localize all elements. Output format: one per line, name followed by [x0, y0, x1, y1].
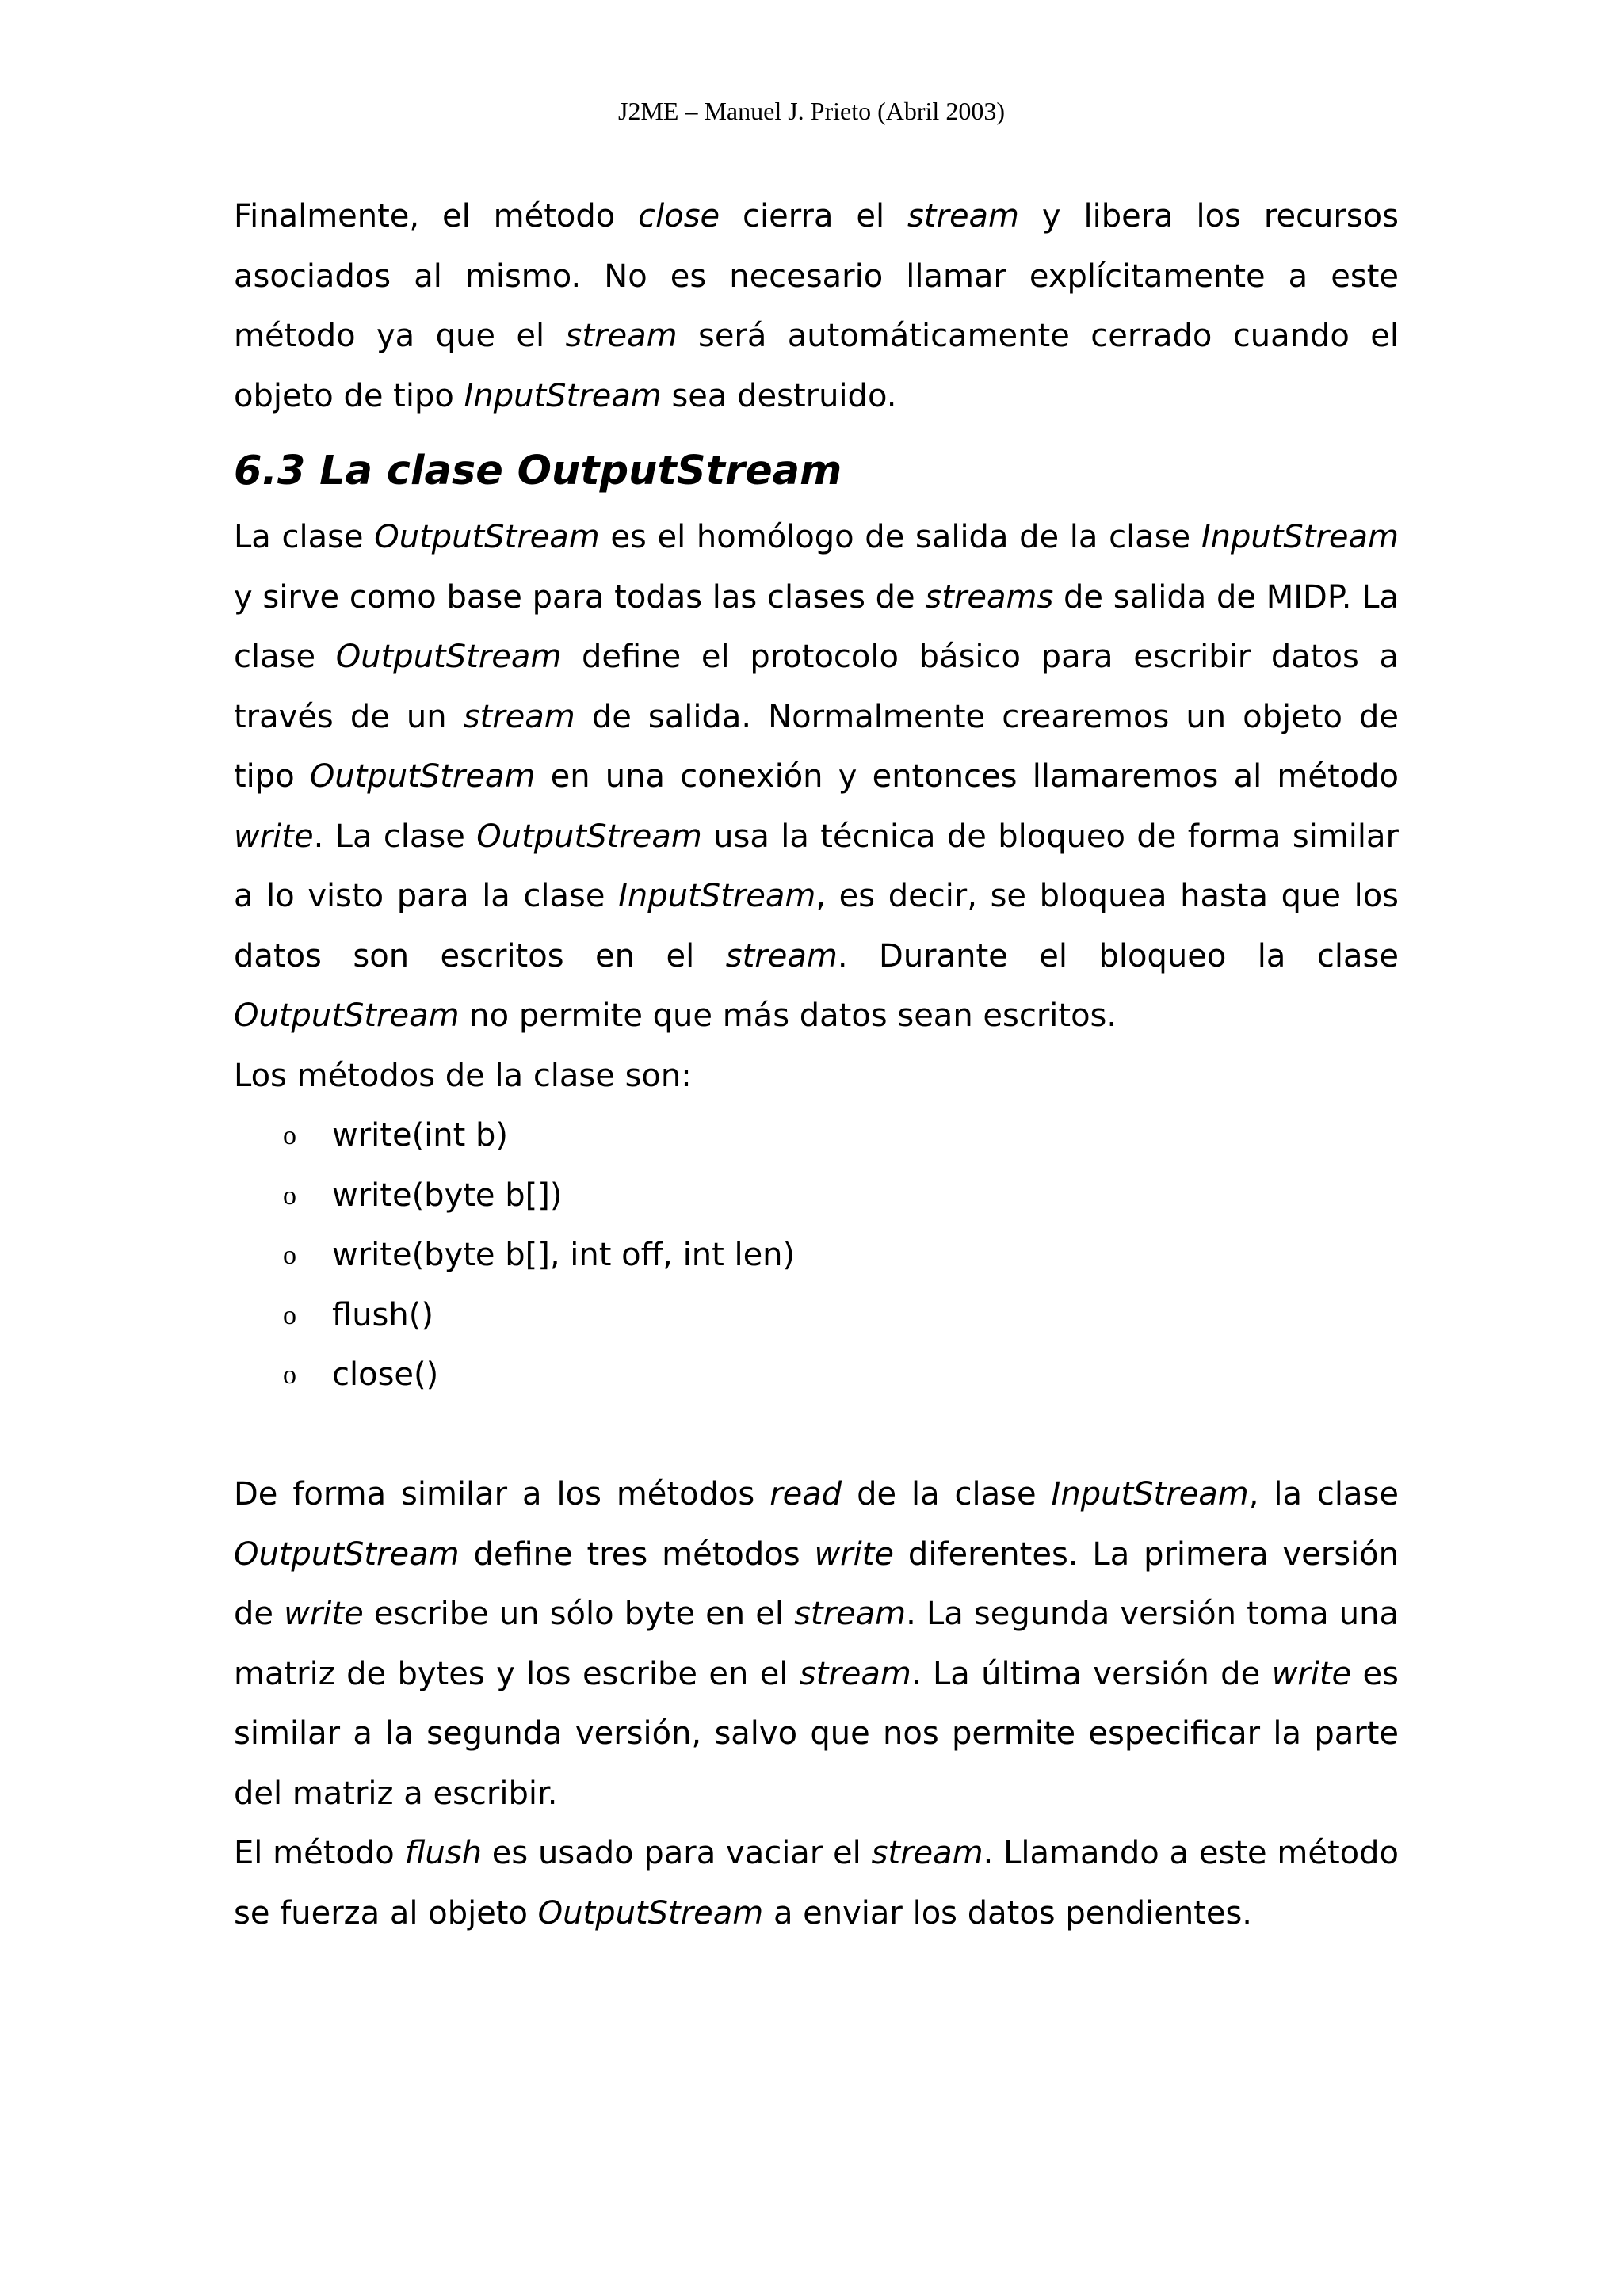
term-inputstream: InputStream [1051, 1476, 1249, 1512]
method-signature: write(byte b[]) [332, 1177, 563, 1214]
term-stream: stream [794, 1596, 907, 1632]
method-signature: write(byte b[], int off, int len) [332, 1237, 796, 1273]
outputstream-description-paragraph: La clase OutputStream es el homólogo de salida de la clase InputStream y sirve como base para todas las clases de streams de salida de MIDP. La clase OutputStream define el protocolo básico para escribir datos a través de un stream de salida. Normalmente crearemos un objeto de tipo OutputStream en una conexión y entonces llamaremos al método write. La clase OutputStream usa la técnica de bloqueo de forma similar a lo visto para la clase InputStream, es decir, se bloquea hasta que los datos son escritos en el stream. Durante el bloqueo la clase OutputStream no permite que más datos sean escritos. [234, 519, 1400, 1034]
term-streams: streams [925, 578, 1054, 616]
write-methods-paragraph: De forma similar a los métodos read de la clase InputStream, la clase OutputStream define tres métodos write diferentes. La primera versión de write escribe un sólo byte en el stream. La segunda versión toma una matriz de bytes y los escribe en el stream. La última versión de write es similar a la segunda versión, salvo que nos permite especificar la parte del matriz a escribir. [234, 1476, 1399, 1812]
bullet-icon: o [283, 1121, 296, 1150]
term-outputstream: OutputStream [476, 818, 702, 855]
bullet-icon: o [283, 1241, 296, 1270]
term-inputstream: InputStream [618, 878, 816, 914]
method-list-item [234, 1166, 1399, 1226]
term-write: write [284, 1596, 364, 1632]
term-outputstream: OutputStream [335, 639, 562, 675]
section-heading: 6.3 La clase OutputStream [234, 448, 842, 494]
method-list-item [234, 1106, 1399, 1166]
bullet-icon: o [283, 1180, 296, 1211]
term-outputstream: OutputStream [309, 758, 536, 795]
term-write: write [814, 1535, 895, 1573]
term-stream: stream [565, 318, 678, 354]
method-signature: write(int b) [332, 1117, 509, 1154]
term-outputstream: OutputStream [234, 1535, 460, 1573]
paragraph-spacer [234, 1405, 1399, 1466]
term-read: read [769, 1476, 842, 1512]
term-flush: flush [404, 1835, 482, 1871]
term-stream: stream [463, 698, 575, 735]
term-outputstream: OutputStream [537, 1894, 764, 1932]
bullet-icon: o [283, 1300, 296, 1330]
term-stream: stream [871, 1835, 983, 1871]
method-signature: flush() [332, 1296, 433, 1333]
bullet-icon: o [283, 1360, 296, 1390]
intro-paragraph: Finalmente, el método close cierra el stream y libera los recursos asociados al mismo. No es necesario llamar explícitamente a este método ya que el stream será automáticamente cerrado cuando el objeto de tipo InputStream sea destruido. [234, 198, 1399, 414]
methods-intro: Los métodos de la clase son: [234, 1057, 692, 1094]
term-close: close [638, 198, 720, 235]
running-header: J2ME – Manuel J. Prieto (Abril 2003) [618, 97, 1005, 125]
methods-list [234, 1106, 1399, 1405]
page-content [234, 187, 1399, 1943]
term-stream: stream [799, 1655, 911, 1692]
term-outputstream: OutputStream [374, 519, 600, 555]
method-list-item [234, 1345, 1399, 1405]
method-list-item [234, 1226, 1399, 1286]
term-write: write [1271, 1655, 1352, 1692]
flush-method-paragraph: El método flush es usado para vaciar el stream. Llamando a este método se fuerza al objeto OutputStream a enviar los datos pendientes. [234, 1835, 1399, 1932]
term-outputstream: OutputStream [234, 997, 460, 1034]
method-list-item [234, 1286, 1399, 1346]
method-signature: close() [332, 1356, 439, 1393]
term-inputstream: InputStream [1201, 519, 1399, 555]
term-inputstream: InputStream [464, 377, 662, 414]
term-stream: stream [907, 198, 1020, 235]
term-stream: stream [725, 937, 838, 974]
term-write: write [234, 818, 314, 855]
